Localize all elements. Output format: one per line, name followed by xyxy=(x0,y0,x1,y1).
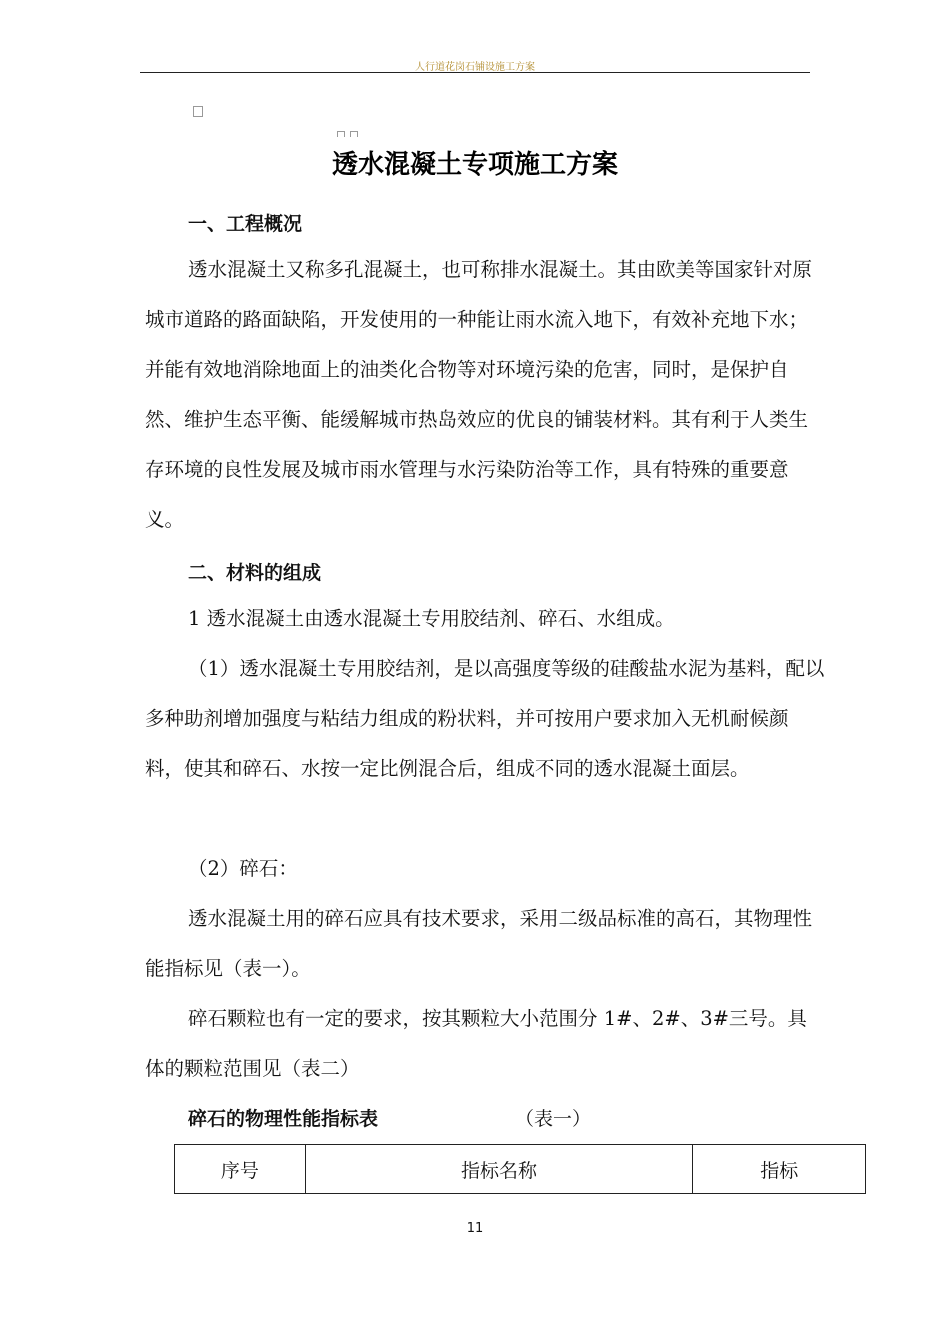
table-header-cell: 指标 xyxy=(693,1145,866,1194)
running-header: 人行道花岗石铺设施工方案 xyxy=(415,62,535,73)
table-1-title: 碎石的物理性能指标表 xyxy=(188,1108,379,1130)
anchor-mark xyxy=(350,131,358,137)
table-header-cell: 序号 xyxy=(175,1145,306,1194)
table-1-note: （表一） xyxy=(515,1108,592,1130)
table-header-row xyxy=(175,1145,866,1194)
material-item-1-2: （2）碎石： xyxy=(188,857,298,880)
page-number: 11 xyxy=(466,1221,484,1236)
section-1-paragraph: 透水混凝土又称多孔混凝土，也可称排水混凝土。其由欧美等国家针对原城市道路的路面缺陷，开发使用的一种能让雨水流入地下，有效补充地下水；并能有效地消除地面上的油类化合物等对环境污染的危害，同时，是保护自然、维护生态平衡、能缓解城市热岛效应的优良的铺装材料。其有利于人类生存环境的良性发展及城市雨水管理与水污染防治等工作，具有特殊的重要意义。 xyxy=(145,258,813,531)
anchor-mark xyxy=(193,106,203,117)
table-header-cell: 指标名称 xyxy=(305,1145,693,1194)
header-rule xyxy=(140,72,810,73)
section-2-heading: 二、材料的组成 xyxy=(188,562,322,584)
material-item-1-1: （1）透水混凝土专用胶结剂，是以高强度等级的硅酸盐水泥为基料，配以多种助剂增加强度与粘结力组成的粉状料，并可按用户要求加入无机耐候颜料，使其和碎石、水按一定比例混合后，组成不同的透水混凝土面层。 xyxy=(145,657,825,780)
grain-size-paragraph: 碎石颗粒也有一定的要求，按其颗粒大小范围分 1#、2#、3#三号。具体的颗粒范围见（表二） xyxy=(145,1007,807,1080)
section-1-heading: 一、工程概况 xyxy=(188,213,303,235)
stone-properties-table xyxy=(174,1144,866,1194)
anchor-mark xyxy=(337,131,345,137)
stone-requirement-paragraph: 透水混凝土用的碎石应具有技术要求，采用二级品标准的高石，其物理性能指标见（表一）。 xyxy=(145,907,813,980)
document-title: 透水混凝土专项施工方案 xyxy=(331,150,618,180)
material-item-1: 1 透水混凝土由透水混凝土专用胶结剂、碎石、水组成。 xyxy=(188,607,675,630)
